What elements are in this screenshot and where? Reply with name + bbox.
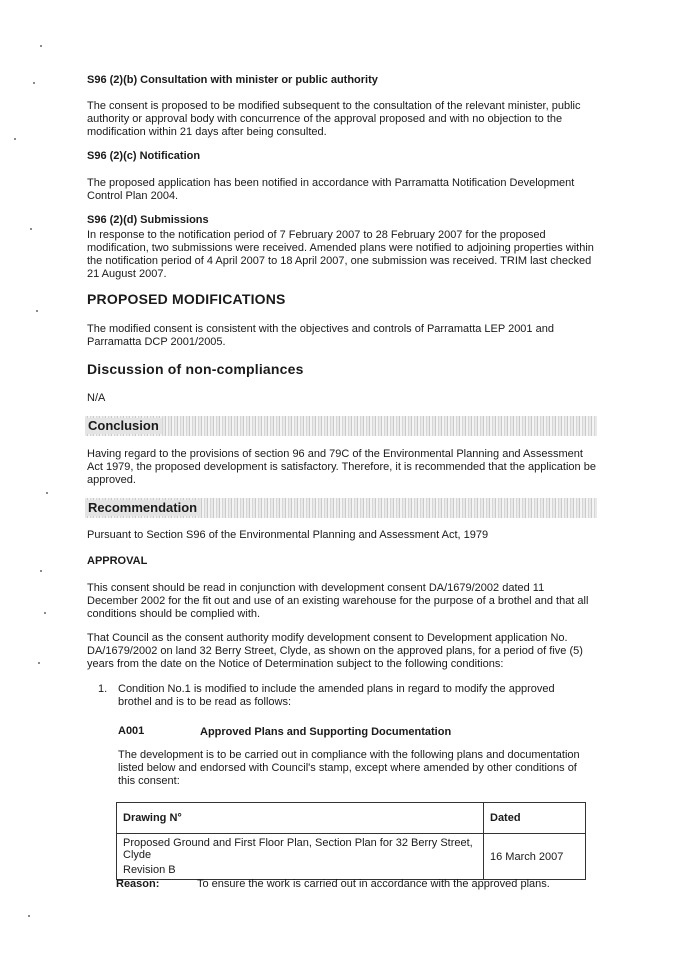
s96-2d-heading: S96 (2)(d) Submissions [87,214,209,226]
recommendation-heading-bar [85,498,597,518]
non-compliances-heading: Discussion of non-compliances [87,361,304,377]
condition-number: 1. [98,683,108,695]
approval-para2: That Council as the consent authority modify development consent to Development application No. DA/1679/2002 on land 32 Berry Street, Clyde, as shown on the approved plans, for a period of five (5) years from the date on the Notice of Determination subject to the following conditions: [87,632,583,670]
s96-2d-body: In response to the notification period of 7 February 2007 to 28 February 2007 for the proposed modification, two submissions were received. Amended plans were notified to adjoining properties within the notification period of 4 April 2007 to 18 April 2007, one submission was received. TRIM last checked 21 August 2007. [87,229,594,280]
condition-text: Condition No.1 is modified to include the amended plans in regard to modify the approved brothel and is to be read as follows: [118,683,555,708]
s96-2c-body: The proposed application has been notified in accordance with Parramatta Notification Development Control Plan 2004. [87,177,575,202]
condition-code: A001 [118,725,145,737]
table-row [117,834,586,880]
s96-2b-heading: S96 (2)(b) Consultation with minister or public authority [87,74,378,86]
drawing-revision: Revision B [123,864,176,876]
proposed-modifications-heading: PROPOSED MODIFICATIONS [87,291,286,307]
scan-speck [38,662,40,664]
approval-heading: APPROVAL [87,555,148,567]
recommendation-heading: Recommendation [85,500,200,516]
condition-body: The development is to be carried out in compliance with the following plans and documentation listed below and endorsed with Council's stamp, except where amended by other conditions of this consent: [118,749,580,787]
condition-1 [98,683,588,709]
scan-speck [44,612,46,614]
scan-speck [40,570,42,572]
approval-para1: This consent should be read in conjunction with development consent DA/1679/2002 dated 11 December 2002 for the fit out and use of an existing warehouse for the purpose of a brothel and that all conditions should be complied with. [87,582,589,620]
scan-speck [30,228,32,230]
reason-label: Reason: [116,878,160,890]
scan-speck [14,138,16,140]
conclusion-heading: Conclusion [85,418,162,434]
conclusion-heading-bar [85,416,597,436]
proposed-modifications-body: The modified consent is consistent with the objectives and controls of Parramatta LEP 2001 and Parramatta DCP 2001/2005. [87,323,554,348]
s96-2b-body: The consent is proposed to be modified subsequent to the consultation of the relevant minister, public authority or approval body with concurrence of the approval proposed and with no objection to the modification within 21 days after being consulted. [87,100,581,138]
condition-title: Approved Plans and Supporting Documentation [200,726,452,738]
conclusion-body: Having regard to the provisions of section 96 and 79C of the Environmental Planning and Assessment Act 1979, the proposed development is satisfactory. Therefore, it is recommended that the application be approved. [87,448,596,486]
recommendation-body: Pursuant to Section S96 of the Environmental Planning and Assessment Act, 1979 [87,529,489,541]
table-header-row [117,803,586,834]
s96-2c-heading: S96 (2)(c) Notification [87,150,201,162]
dated-cell: 16 March 2007 [484,834,586,880]
approved-plans-table [116,802,586,880]
scan-speck [40,45,42,47]
drawing-description: Proposed Ground and First Floor Plan, Section Plan for 32 Berry Street, Clyde [123,837,473,861]
dated-column-header: Dated [484,803,586,834]
scan-speck [36,310,38,312]
scan-speck [33,82,35,84]
scan-speck [46,492,48,494]
scan-speck [28,915,30,917]
reason-text: To ensure the work is carried out in accordance with the approved plans. [197,878,550,890]
drawing-column-header: Drawing N° [117,803,484,834]
drawing-cell [117,834,484,880]
non-compliances-body: N/A [87,392,106,404]
